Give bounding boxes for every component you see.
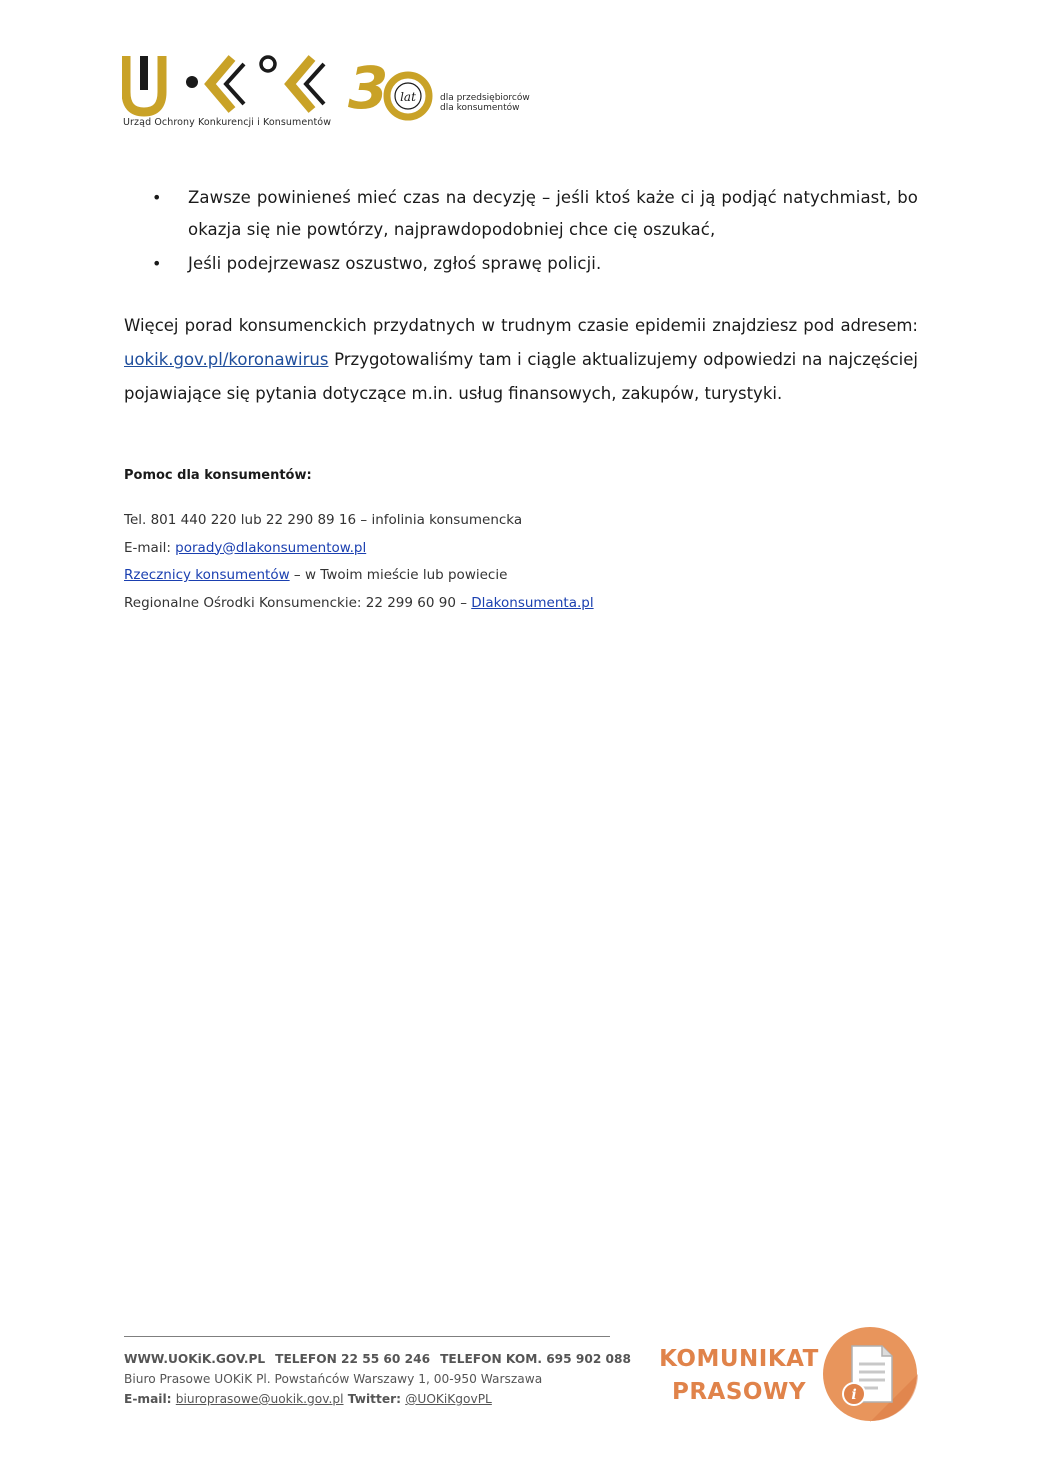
anniversary-digit-3: 3: [348, 54, 389, 122]
help-title: Pomoc dla konsumentów:: [124, 468, 312, 483]
koronawirus-link[interactable]: uokik.gov.pl/koronawirus: [124, 350, 329, 369]
advice-bullet-list: [124, 182, 918, 280]
footer-contacts: [124, 1349, 631, 1409]
rzecznicy-text: – w Twoim mieście lub powiecie: [289, 567, 508, 583]
svg-text:i: i: [851, 1387, 857, 1403]
regional-line: [124, 590, 594, 618]
footer-divider: [124, 1336, 610, 1337]
bullet-item: • Jeśli podejrzewasz oszustwo, zgłoś sprawę policji.: [124, 248, 918, 280]
footer-twitter-label: Twitter:: [343, 1392, 406, 1406]
bullet-item: • Zawsze powinieneś mieć czas na decyzję – jeśli ktoś każe ci ją podjąć natychmiast, bo okazja się nie powtórzy, najprawdopodobniej chce cię oszukać,: [124, 182, 918, 246]
footer-website[interactable]: WWW.UOKiK.GOV.PL: [124, 1352, 266, 1366]
phone-line: Tel. 801 440 220 lub 22 290 89 16 – infolinia konsumencka: [124, 512, 523, 528]
dlakonsumenta-link[interactable]: Dlakonsumenta.pl: [471, 594, 594, 611]
footer-address: Biuro Prasowe UOKiK Pl. Powstańców Warszawy 1, 00-950 Warszawa: [124, 1372, 543, 1386]
footer-line-1: [124, 1349, 631, 1369]
rzecznicy-line: [124, 562, 594, 590]
porady-email-link[interactable]: porady@dlakonsumentow.pl: [175, 539, 367, 556]
rzecznicy-link[interactable]: Rzecznicy konsumentów: [124, 567, 290, 583]
email-label: E-mail:: [124, 539, 176, 556]
press-release-label: [654, 1343, 824, 1409]
document-info-icon: [822, 1326, 918, 1422]
tagline-line-1: dla przedsiębiorców: [440, 93, 530, 103]
press-release-line-1: KOMUNIKAT: [659, 1346, 819, 1372]
email-line: [124, 535, 594, 563]
footer-mobile: TELEFON KOM. 695 902 088: [440, 1352, 632, 1366]
footer-twitter-link[interactable]: @UOKiKgovPL: [405, 1392, 492, 1406]
tagline-line-2: dla konsumentów: [440, 103, 520, 113]
footer-line-3: [124, 1389, 631, 1409]
logo-caption: Urząd Ochrony Konkurencji i Konsumentów: [123, 117, 332, 128]
footer-email-label: E-mail:: [124, 1392, 176, 1406]
footer-phone: TELEFON 22 55 60 246: [275, 1352, 431, 1366]
anniversary-mark: [348, 54, 429, 122]
help-contacts: [124, 507, 594, 617]
anniversary-word: lat: [400, 90, 416, 104]
footer-email-link[interactable]: biuroprasowe@uokik.gov.pl: [175, 1392, 344, 1406]
regional-text: Regionalne Ośrodki Konsumenckie: 22 299 60 90 –: [124, 594, 472, 611]
anniversary-tagline: [440, 93, 530, 113]
more-advice-paragraph: [124, 309, 918, 411]
paragraph-text-after: Przygotowaliśmy tam i ciągle aktualizujemy odpowiedzi na najczęściej pojawiające się pytania dotyczące m.in. usług finansowych, zakupów, turystyki.: [124, 350, 918, 403]
paragraph-text-before: Więcej porad konsumenckich przydatnych w trudnym czasie epidemii znajdziesz pod adresem:: [124, 316, 918, 335]
press-release-line-2: PRASOWY: [671, 1379, 806, 1405]
